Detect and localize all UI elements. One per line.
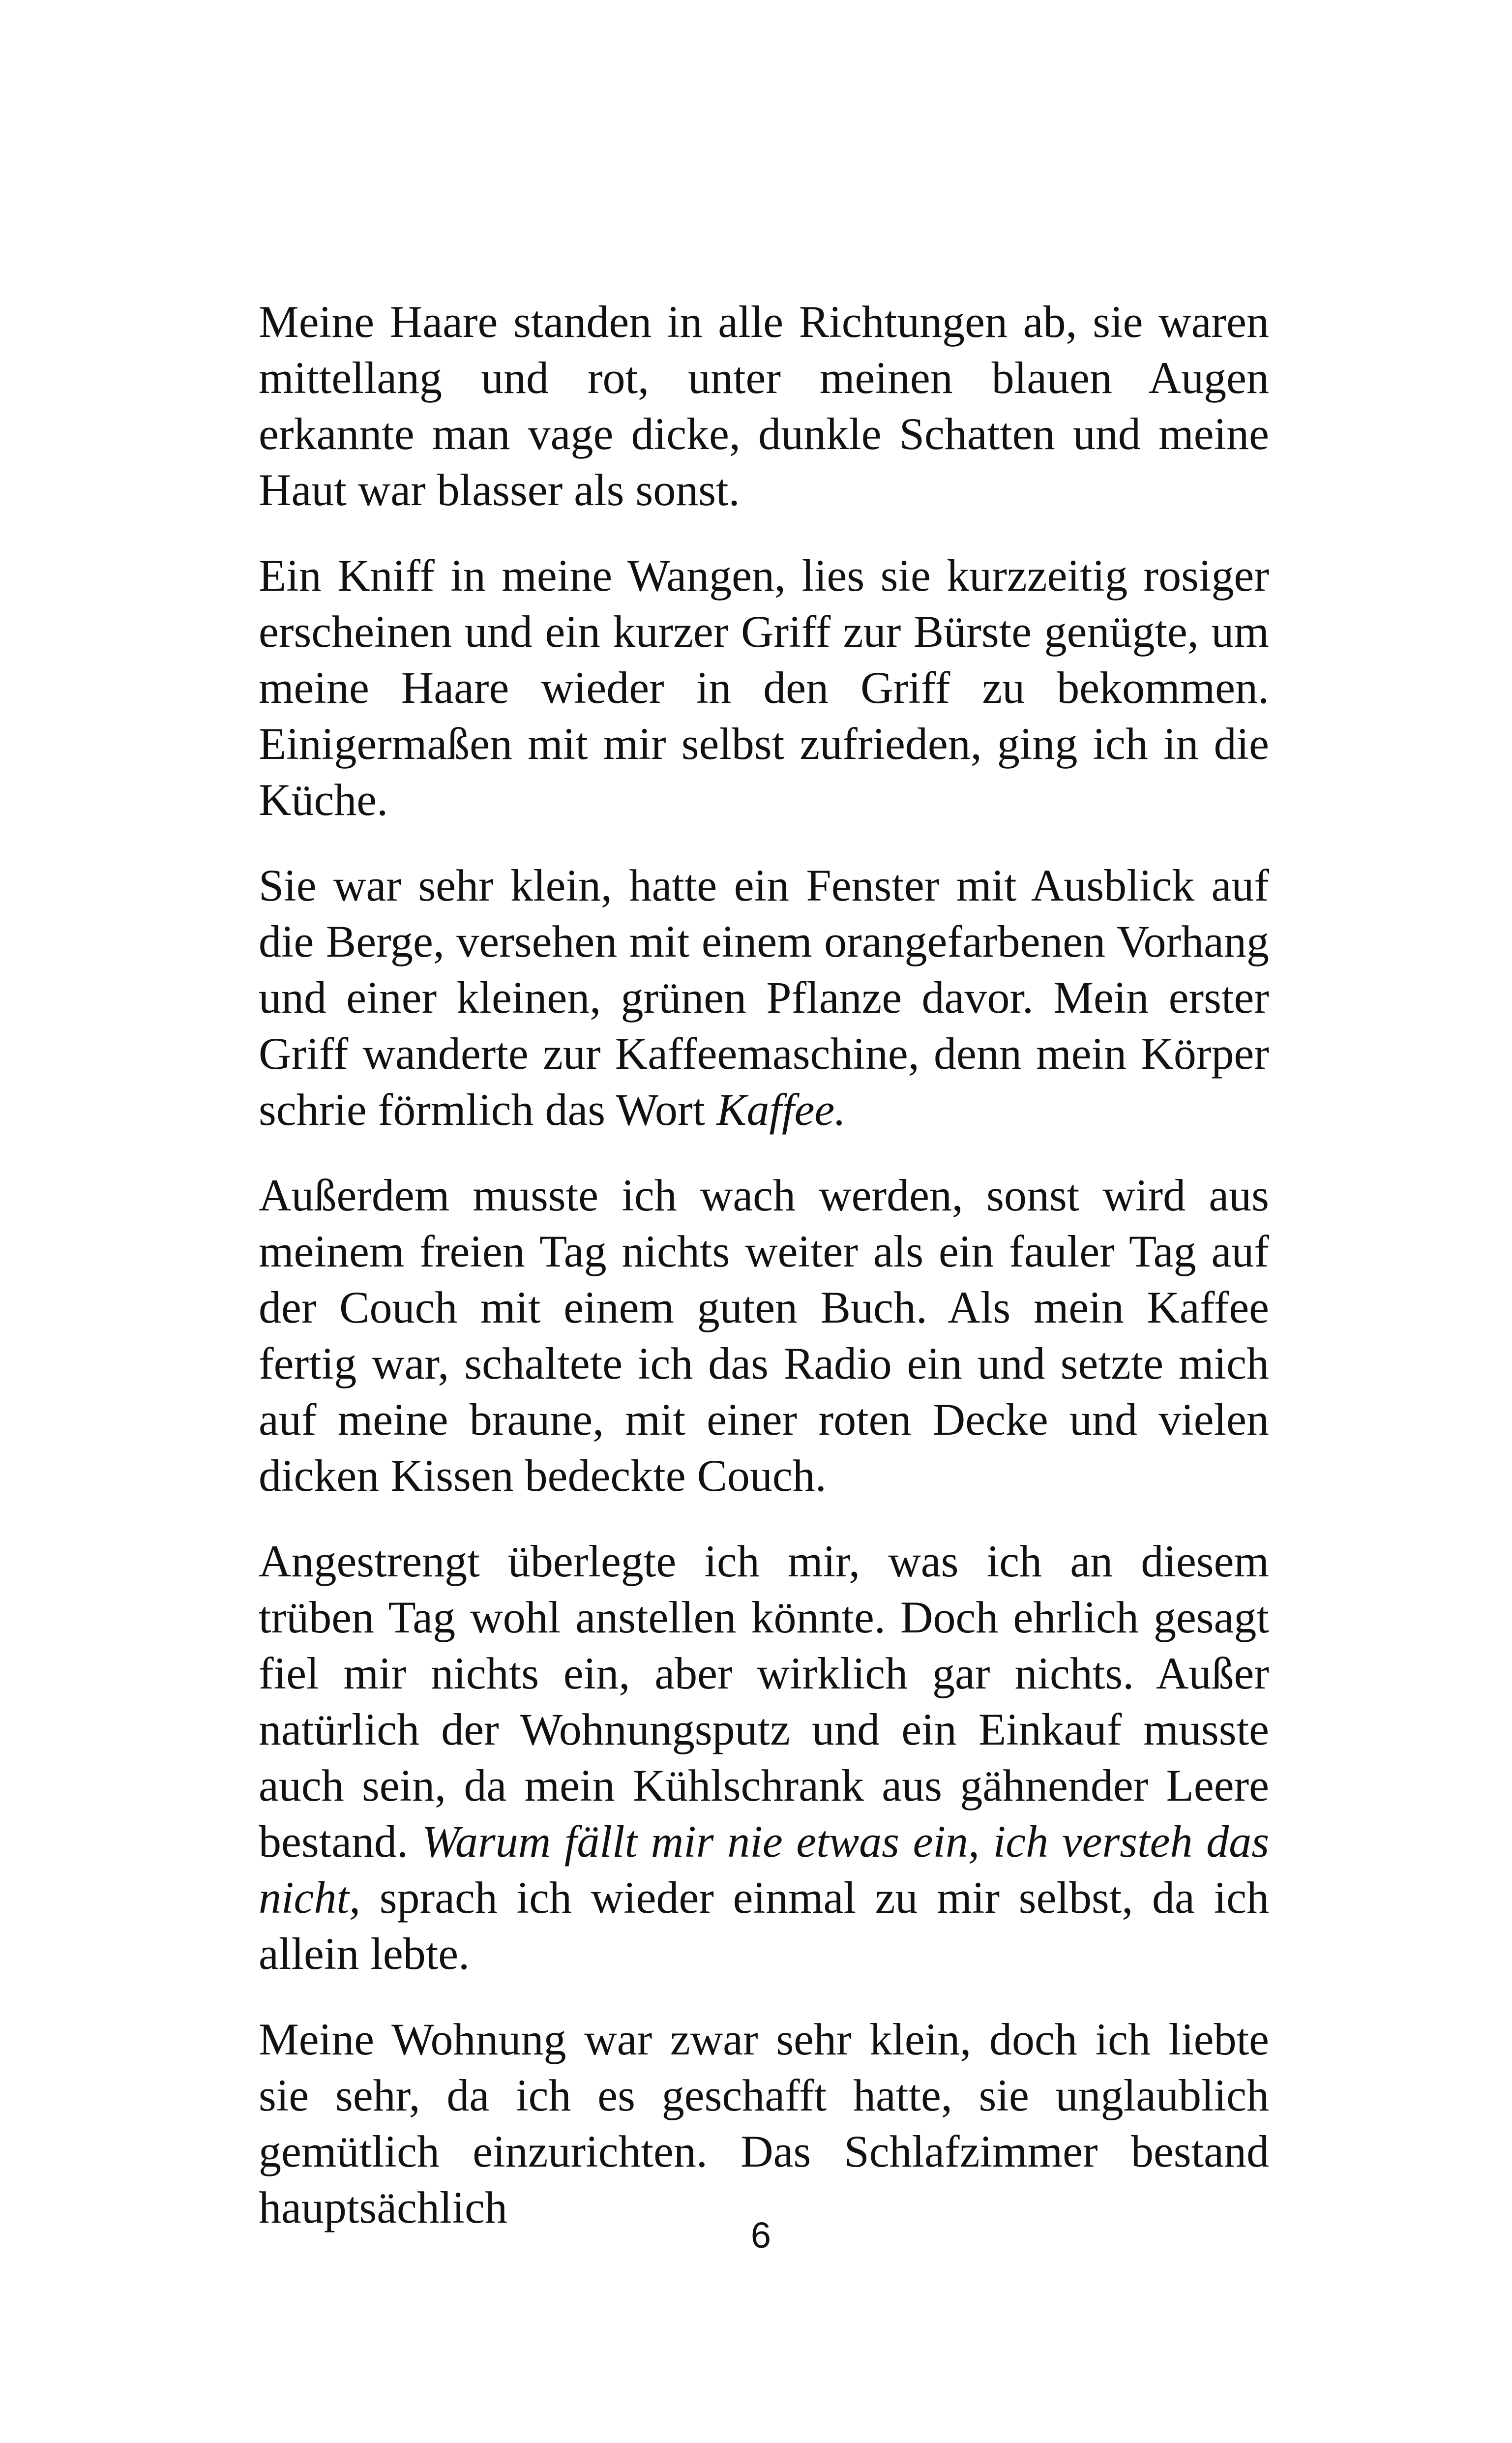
text-run: sprach ich wieder einmal zu mir selbst, da ich allein lebte. — [259, 1872, 1269, 1979]
text-run: Angestrengt überlegte ich mir, was ich an diesem trüben Tag wohl anstellen könnte. Doch ehrlich gesagt fiel mir nichts ein, aber wirklich gar nichts. Außer natürlich der Wohnungsputz und ein Einkauf musste auch sein, da mein Kühlschrank aus gähnender Leere bestand. — [259, 1536, 1269, 1867]
body-text — [259, 294, 1269, 2235]
paragraph-1 — [259, 294, 1269, 518]
paragraph-4 — [259, 1167, 1269, 1504]
paragraph-3 — [259, 857, 1269, 1138]
text-run: Meine Wohnung war zwar sehr klein, doch ich liebte sie sehr, da ich es geschafft hatte, sie unglaublich gemütlich einzurichten. Das Schlafzimmer bestand hauptsächlich — [259, 2014, 1269, 2232]
text-run: Meine Haare standen in alle Richtungen ab, sie waren mittellang und rot, unter meinen blauen Augen erkannte man vage dicke, dunkle Schatten und meine Haut war blasser als sonst. — [259, 297, 1269, 515]
page-number: 6 — [750, 2215, 771, 2256]
italic-text-run: Warum fällt mir nie etwas ein, ich versteh das nicht, — [259, 1816, 1269, 1923]
paragraph-5 — [259, 1533, 1269, 1982]
text-run: Ein Kniff in meine Wangen, lies sie kurzzeitig rosiger erscheinen und ein kurzer Griff zur Bürste genügte, um meine Haare wieder in den Griff zu bekommen. Einigermaßen mit mir selbst zufrieden, ging ich in die Küche. — [259, 550, 1269, 825]
paragraph-2 — [259, 547, 1269, 828]
italic-text-run: Kaffee. — [716, 1085, 846, 1135]
paragraph-6 — [259, 2011, 1269, 2235]
text-run: Außerdem musste ich wach werden, sonst wird aus meinem freien Tag nichts weiter als ein fauler Tag auf der Couch mit einem guten Buch. Als mein Kaffee fertig war, schaltete ich das Radio ein und setzte mich auf meine braune, mit einer roten Decke und vielen dicken Kissen bedeckte Couch. — [259, 1170, 1269, 1501]
text-run: Sie war sehr klein, hatte ein Fenster mit Ausblick auf die Berge, versehen mit einem orangefarbenen Vorhang und einer kleinen, grünen Pflanze davor. Mein erster Griff wanderte zur Kaffeemaschine, denn mein Körper schrie förmlich das Wort — [259, 860, 1269, 1135]
